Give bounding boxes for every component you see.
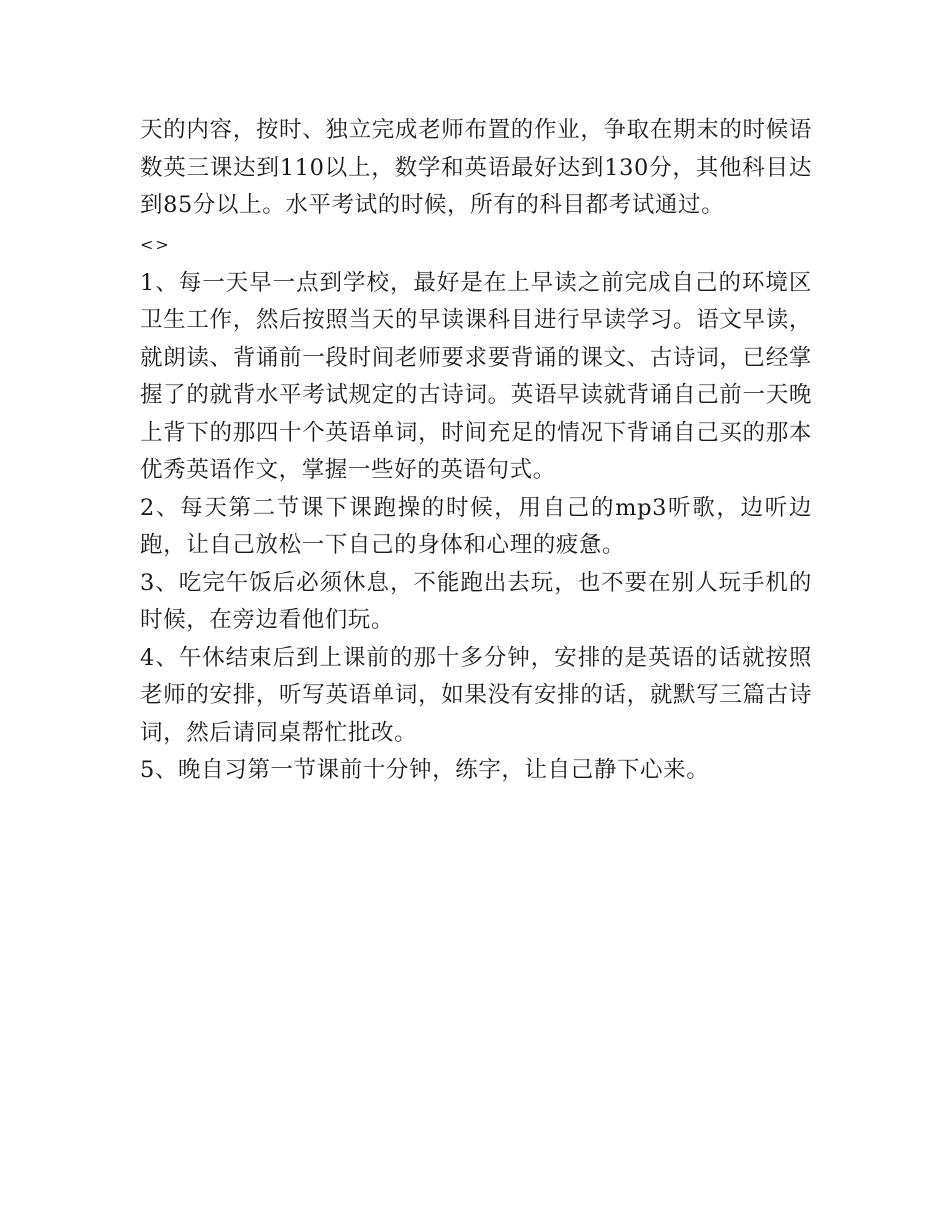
paragraph-item-5: 5、晚自习第一节课前十分钟，练字，让自己静下心来。 [140,757,710,783]
paragraph-item-2: 2、每天第二节课下课跑操的时候，用自己的mp3听歌，边听边跑，让自己放松一下自己的身体和心理的疲惫。 [140,494,812,558]
document-body [140,112,812,790]
paragraph-study-goals: 天的内容，按时、独立完成老师布置的作业，争取在期末的时候语数英三课达到110以上，数学和英语最好达到130分，其他科目达到85分以上。水平考试的时候，所有的科目都考试通过。 [140,117,812,218]
paragraph-item-1: 1、每一天早一点到学校，最好是在上早读之前完成自己的环境区卫生工作，然后按照当天的早读课科目进行早读学习。语文早读，就朗读、背诵前一段时间老师要求要背诵的课文、古诗词，已经掌握了的就背水平考试规定的古诗词。英语早读就背诵自己前一天晚上背下的那四十个英语单词，时间充足的情况下背诵自己买的那本优秀英语作文，掌握一些好的英语句式。 [140,269,812,483]
paragraph-item-3: 3、吃完午饭后必须休息，不能跑出去玩，也不要在别人玩手机的时候，在旁边看他们玩。 [140,569,812,633]
paragraph-item-4: 4、午休结束后到上课前的那十多分钟，安排的是英语的话就按照老师的安排，听写英语单词，如果没有安排的话，就默写三篇古诗词，然后请同桌帮忙批改。 [140,644,812,746]
section-marker: <> [140,234,171,254]
